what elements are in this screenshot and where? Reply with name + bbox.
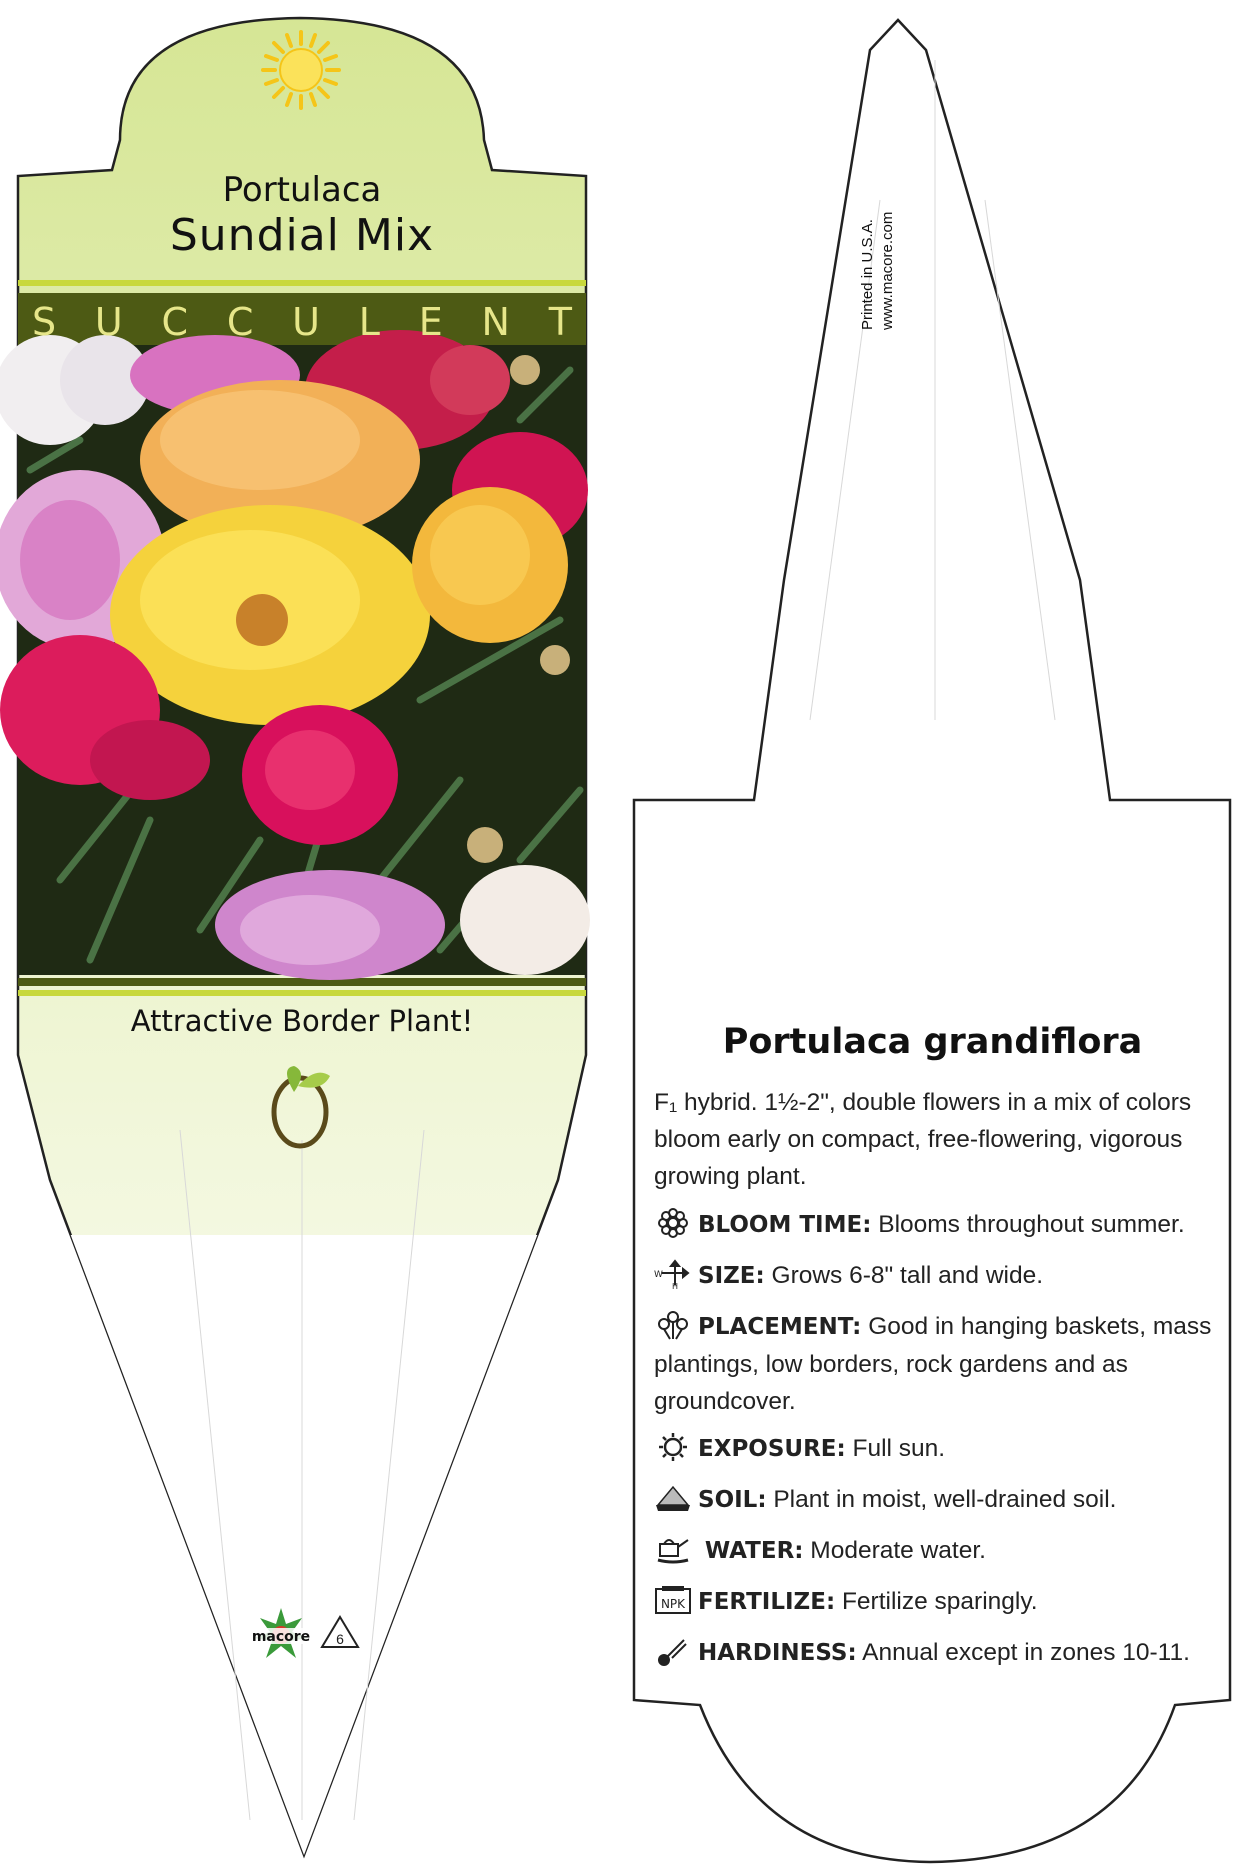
category-letter: U (292, 300, 320, 344)
website-line: www.macore.com (879, 211, 896, 330)
attr-hardiness (654, 1634, 1219, 1672)
header-band-light (18, 280, 586, 286)
attr-key: SOIL: (698, 1487, 767, 1513)
attr-value: Grows 6-8" tall and wide. (764, 1262, 1044, 1289)
botanical-name: Portulaca grandiflora (722, 1022, 1143, 1062)
flower-photo (0, 330, 590, 980)
category-letter: N (481, 300, 510, 344)
cultivar-name: Sundial Mix (169, 210, 435, 261)
attr-key: EXPOSURE: (698, 1436, 846, 1462)
category-letter: C (161, 300, 189, 344)
genus-name: Portulaca (222, 170, 382, 210)
svg-text:W: W (654, 1270, 663, 1280)
attr-value: Good in hanging baskets, mass plantings, low borders, rock gardens and as groundcover. (654, 1313, 1212, 1415)
attr-key: WATER: (704, 1538, 804, 1564)
plant-description: F₁ hybrid. 1½-2", double flowers in a mix of colors bloom early on compact, free-flowering, vigorous growing plant. (654, 1089, 1192, 1190)
macore-logo (244, 1606, 360, 1664)
tagline: Attractive Border Plant! (130, 1004, 474, 1038)
sun-icon (263, 32, 339, 108)
footer-band-light (18, 990, 586, 996)
printed-line: Printed in U.S.A. (859, 219, 876, 330)
attr-size (654, 1257, 1219, 1295)
category-letter: C (226, 300, 254, 344)
attr-exposure (654, 1430, 1219, 1468)
category-letter: S (32, 300, 57, 344)
attr-key: HARDINESS: (698, 1640, 857, 1666)
soil-icon (654, 1483, 692, 1513)
category-letter: U (94, 300, 123, 344)
attr-value: Fertilize sparingly. (835, 1588, 1038, 1615)
attr-value: Blooms throughout summer. (871, 1211, 1185, 1238)
brand-name: macore (251, 1629, 311, 1645)
category-label (20, 300, 584, 344)
attr-soil (654, 1481, 1219, 1519)
plant-group-icon (654, 1310, 692, 1340)
recycle-code: 6 (336, 1631, 344, 1647)
sun-outline-icon (654, 1432, 692, 1462)
size-arrows-icon (654, 1259, 692, 1289)
front-tag (0, 18, 620, 1865)
attr-value: Moderate water. (803, 1537, 986, 1564)
svg-text:H: H (672, 1282, 679, 1289)
printed-info (858, 90, 918, 330)
category-letter: L (358, 300, 380, 344)
attr-fertilize (654, 1583, 1219, 1621)
category-letter: T (548, 300, 572, 344)
thermometer-icon (654, 1636, 692, 1666)
attr-value: Full sun. (845, 1435, 946, 1462)
category-letter: E (418, 300, 443, 344)
attr-placement (654, 1308, 1219, 1420)
footer-band-dark (18, 978, 586, 986)
attr-key: SIZE: (698, 1263, 765, 1289)
attr-key: FERTILIZE: (698, 1589, 836, 1615)
watering-can-icon (654, 1534, 692, 1564)
attr-water (654, 1532, 1219, 1570)
npk-icon (654, 1585, 692, 1615)
attr-key: PLACEMENT: (698, 1314, 862, 1340)
attr-value: Plant in moist, well-drained soil. (766, 1486, 1117, 1513)
attr-key: BLOOM TIME: (698, 1212, 872, 1238)
flower-icon (654, 1208, 692, 1238)
attr-value: Annual except in zones 10-11. (856, 1639, 1190, 1666)
attr-bloom-time (654, 1206, 1219, 1244)
svg-text:NPK: NPK (660, 1597, 686, 1611)
